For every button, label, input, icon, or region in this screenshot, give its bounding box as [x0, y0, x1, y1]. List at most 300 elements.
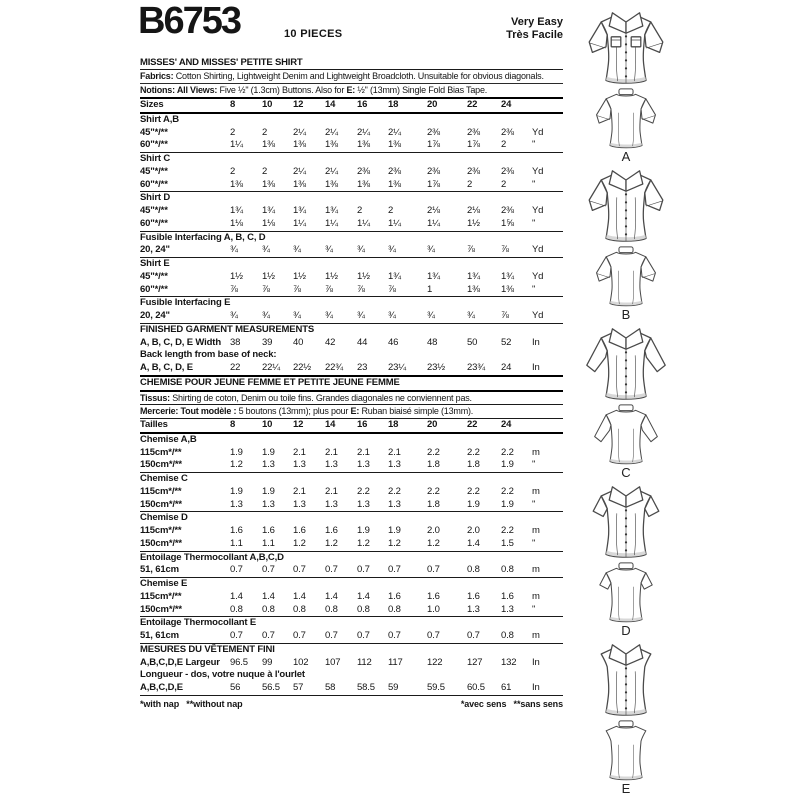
value-cell: 1.2: [293, 537, 306, 549]
value-cell: ⅞: [325, 283, 333, 295]
text-segment: Shirting de coton, Denim ou toile fins. Grandes diagonales ne conviennent pas.: [169, 392, 472, 403]
value-cell: 2.2: [501, 446, 514, 458]
value-cell: 1.3: [262, 498, 275, 510]
value-cell: 20: [427, 419, 438, 430]
value-cell: 58: [325, 682, 336, 693]
value-cell: 0.8: [467, 564, 480, 576]
value-cell: 2⅛: [467, 205, 480, 216]
value-cell: 2¼: [293, 165, 306, 177]
value-cell: 24: [501, 362, 512, 373]
value-cell: 1¼: [230, 139, 243, 151]
value-cell: 1.3: [388, 498, 401, 510]
value-cell: 122: [427, 656, 443, 668]
value-cell: 1.4: [262, 590, 275, 602]
value-cell: 2.2: [467, 485, 480, 497]
value-cell: 0.7: [293, 564, 306, 576]
unit-cell: ": [532, 459, 536, 471]
row-label: 115cm*/**: [140, 446, 182, 458]
value-cell: 2⅛: [427, 205, 440, 216]
value-cell: 1.3: [501, 603, 514, 615]
row-label: 45"*/**: [140, 205, 168, 216]
value-cell: ¾: [230, 310, 238, 321]
value-cell: 2: [501, 139, 507, 151]
row-label: 115cm*/**: [140, 485, 182, 497]
row-label: 115cm*/**: [140, 525, 182, 536]
value-cell: 0.7: [262, 564, 275, 576]
section-label: Fusible Interfacing E: [140, 297, 231, 309]
value-cell: 22: [230, 362, 241, 373]
value-cell: 2.0: [467, 525, 480, 536]
value-cell: 1½: [230, 270, 243, 282]
value-cell: 14: [325, 99, 336, 110]
row-label: 150cm*/**: [140, 537, 182, 549]
section-label: Longueur - dos, votre nuque à l'ourlet: [140, 669, 305, 681]
section-label: Chemise D: [140, 512, 188, 524]
value-cell: 1⅛: [230, 217, 243, 229]
section-label: Back length from base of neck:: [140, 349, 277, 361]
value-cell: 1.6: [230, 525, 243, 536]
value-cell: 1⅜: [388, 178, 401, 190]
value-cell: 23¼: [388, 362, 407, 373]
value-cell: 1¾: [427, 270, 440, 282]
row-label: 51, 61cm: [140, 564, 179, 576]
value-cell: 2: [388, 205, 394, 216]
value-cell: 1¾: [467, 270, 480, 282]
unit-cell: In: [532, 656, 540, 668]
value-cell: 2⅜: [501, 205, 514, 216]
shirt-front-illustration: [574, 322, 678, 402]
value-cell: 1: [427, 283, 433, 295]
view-label: B: [621, 307, 631, 322]
value-cell: 0.8: [388, 603, 401, 615]
value-cell: 2⅜: [357, 165, 370, 177]
value-cell: 1.2: [230, 459, 243, 471]
value-cell: 20: [427, 99, 438, 110]
text-segment: Ruban biaisé simple (13mm).: [359, 406, 474, 417]
value-cell: 1.3: [230, 498, 243, 510]
value-cell: 2¼: [293, 126, 306, 138]
value-cell: 1½: [357, 270, 370, 282]
value-cell: 1⅜: [357, 139, 370, 151]
value-cell: 22½: [293, 362, 312, 373]
value-cell: 1.8: [427, 459, 440, 471]
row-label: Sizes: [140, 99, 164, 110]
value-cell: 2.1: [293, 446, 306, 458]
value-cell: 1⅞: [427, 139, 440, 151]
view-c-block: [570, 322, 682, 480]
value-cell: 1.9: [230, 446, 243, 458]
difficulty-french: Très Facile: [506, 29, 563, 41]
value-cell: 1.3: [388, 459, 401, 471]
shirt-back-illustration: [577, 86, 675, 150]
value-cell: 1.3: [262, 459, 275, 471]
table-row: [140, 591, 563, 604]
value-cell: 1¾: [262, 205, 275, 216]
unit-cell: m: [532, 485, 540, 497]
value-cell: 1.3: [293, 459, 306, 471]
row-label: 115cm*/**: [140, 590, 182, 602]
value-cell: 117: [388, 656, 403, 668]
garment-view-illustrations: [570, 6, 682, 796]
value-cell: 1.6: [467, 590, 480, 602]
shirt-back-illustration: [577, 718, 675, 782]
value-cell: 50: [467, 336, 478, 348]
value-cell: 1⅜: [501, 283, 514, 295]
value-cell: 16: [357, 99, 368, 110]
unit-cell: Yd: [532, 310, 544, 321]
value-cell: 2.2: [467, 446, 480, 458]
value-cell: 0.7: [357, 630, 370, 641]
value-cell: 1.2: [388, 537, 401, 549]
view-b-block: [570, 164, 682, 322]
value-cell: ¾: [357, 310, 365, 321]
value-cell: 2⅜: [501, 165, 514, 177]
value-cell: 1¾: [388, 270, 401, 282]
value-cell: 22¾: [325, 362, 344, 373]
section-label: Chemise C: [140, 473, 188, 484]
table-section-row: [140, 231, 563, 245]
value-cell: 1.1: [262, 537, 275, 549]
value-cell: 1.3: [293, 498, 306, 510]
pattern-number: B6753: [138, 0, 240, 42]
value-cell: 99: [262, 656, 273, 668]
table-row: [140, 390, 563, 405]
table-row: [140, 657, 563, 670]
section-label: Entoilage Thermocollant A,B,C,D: [140, 551, 284, 563]
value-cell: 38: [230, 336, 241, 348]
value-cell: 0.7: [467, 630, 480, 641]
value-cell: 1.6: [262, 525, 275, 536]
table-section-row: [140, 152, 563, 166]
value-cell: 8: [230, 419, 236, 430]
value-cell: 1.9: [262, 485, 275, 497]
value-cell: 1.6: [388, 590, 401, 602]
value-cell: 1⅝: [501, 217, 514, 229]
value-cell: 102: [293, 656, 309, 668]
value-cell: 2: [262, 165, 268, 177]
value-cell: 1.2: [427, 537, 440, 549]
value-cell: 1.2: [357, 537, 370, 549]
table-section-row: [140, 296, 563, 310]
section-label: FINISHED GARMENT MEASUREMENTS: [140, 323, 315, 335]
shirt-front-illustration: [574, 638, 678, 718]
row-label: 60"*/**: [140, 217, 168, 229]
value-cell: 1.3: [325, 459, 338, 471]
table-row: [140, 447, 563, 460]
section-label: Shirt A,B: [140, 113, 179, 125]
unit-cell: m: [532, 525, 540, 536]
table-row: [140, 404, 563, 418]
unit-cell: ": [532, 217, 536, 229]
value-cell: ⅞: [467, 244, 475, 256]
value-cell: 23: [357, 362, 368, 373]
row-label: 60"*/**: [140, 139, 168, 151]
value-cell: 0.8: [230, 603, 243, 615]
value-cell: 1⅛: [262, 217, 275, 229]
value-cell: 1¼: [293, 217, 306, 229]
value-cell: 1½: [262, 270, 275, 282]
value-cell: 1.8: [427, 498, 440, 510]
table-row: [140, 179, 563, 192]
unit-cell: ": [532, 498, 536, 510]
table-row: [140, 205, 563, 218]
shirt-front-illustration: [574, 480, 678, 560]
value-cell: 2.2: [388, 485, 401, 497]
value-cell: 57: [293, 682, 304, 693]
value-cell: 1⅜: [262, 178, 275, 190]
value-cell: 2.0: [427, 525, 440, 536]
value-cell: 1.9: [501, 459, 514, 471]
table-row: [140, 525, 563, 538]
text-segment: 5 boutons (13mm); plus pour: [236, 406, 351, 417]
value-cell: 24: [501, 419, 512, 430]
unit-cell: In: [532, 682, 540, 693]
value-cell: ¾: [388, 310, 396, 321]
value-cell: 132: [501, 656, 517, 668]
value-cell: 44: [357, 336, 368, 348]
table-section-row: [140, 511, 563, 525]
table-row: [140, 244, 563, 257]
table-section-row: [140, 349, 563, 362]
table-section-row: [140, 643, 563, 657]
value-cell: 0.8: [262, 603, 275, 615]
value-cell: ¾: [293, 244, 301, 256]
value-cell: 14: [325, 419, 336, 430]
value-cell: 1.8: [467, 459, 480, 471]
view-label: C: [621, 465, 631, 480]
value-cell: 59: [388, 682, 399, 693]
value-cell: 1⅜: [325, 139, 338, 151]
section-label: Shirt D: [140, 192, 171, 204]
value-cell: 2⅜: [427, 165, 440, 177]
value-cell: 56.5: [262, 682, 280, 693]
text-segment: Notions: All Views:: [140, 85, 218, 95]
value-cell: 1.6: [325, 525, 338, 536]
table-row: [140, 538, 563, 551]
row-label: 45"*/**: [140, 165, 168, 177]
unit-cell: m: [532, 630, 540, 641]
table-row: [140, 139, 563, 152]
value-cell: ¾: [325, 310, 333, 321]
value-cell: 1⅞: [467, 139, 480, 151]
row-label: A, B, C, D, E: [140, 362, 193, 373]
table-row: [140, 284, 563, 297]
shirt-front-illustration: [574, 6, 678, 86]
mercerie-line: [140, 405, 563, 418]
value-cell: 1⅞: [427, 178, 440, 190]
text-segment: Fabrics:: [140, 71, 174, 81]
value-cell: 1¼: [427, 217, 440, 229]
tissus-line: [140, 392, 563, 405]
section-label: Fusible Interfacing A, B, C, D: [140, 231, 266, 243]
difficulty-english: Very Easy: [511, 16, 563, 28]
section-label: Chemise A,B: [140, 433, 197, 445]
view-label: A: [621, 149, 631, 164]
value-cell: 1.3: [357, 459, 370, 471]
unit-cell: Yd: [532, 165, 544, 177]
value-cell: 1.4: [293, 590, 306, 602]
value-cell: 1⅜: [467, 283, 480, 295]
table-row: [140, 418, 563, 432]
table-row: [140, 486, 563, 499]
value-cell: ⅞: [293, 283, 301, 295]
value-cell: 16: [357, 419, 368, 430]
value-cell: 46: [388, 336, 399, 348]
unit-cell: Yd: [532, 270, 544, 282]
table-row: [140, 682, 563, 695]
pattern-title: MISSES' AND MISSES' PETITE SHIRT: [140, 56, 563, 70]
value-cell: 59.5: [427, 682, 445, 693]
value-cell: 2¼: [357, 126, 370, 138]
value-cell: 1¾: [501, 270, 514, 282]
value-cell: ¾: [467, 310, 475, 321]
value-cell: 2.1: [357, 446, 370, 458]
unit-cell: ": [532, 603, 536, 615]
value-cell: 1.6: [501, 590, 514, 602]
row-label: Tailles: [140, 419, 168, 430]
value-cell: ⅞: [388, 283, 396, 295]
value-cell: 2.2: [427, 485, 440, 497]
shirt-back-illustration: [577, 244, 675, 308]
view-label: D: [621, 623, 631, 638]
row-label: 150cm*/**: [140, 459, 182, 471]
value-cell: 0.7: [388, 564, 401, 576]
value-cell: ¾: [357, 244, 365, 256]
view-d-block: [570, 480, 682, 638]
row-label: 45"*/**: [140, 126, 168, 138]
row-label: A,B,C,D,E Largeur: [140, 656, 220, 668]
value-cell: 61: [501, 682, 512, 693]
value-cell: 22¼: [262, 362, 281, 373]
value-cell: 2.1: [388, 446, 401, 458]
value-cell: ¾: [262, 244, 270, 256]
value-cell: 1½: [293, 270, 306, 282]
section-label: Chemise E: [140, 578, 188, 589]
value-cell: 42: [325, 336, 336, 348]
value-cell: 1¾: [230, 205, 243, 216]
value-cell: ¾: [427, 310, 435, 321]
value-cell: 1.1: [230, 537, 243, 549]
table-section-row: [140, 551, 563, 565]
value-cell: 1½: [467, 217, 480, 229]
value-cell: ⅞: [262, 283, 270, 295]
value-cell: 18: [388, 99, 399, 110]
value-cell: ⅞: [501, 244, 509, 256]
unit-cell: In: [532, 362, 540, 373]
value-cell: 10: [262, 99, 273, 110]
section-label: Shirt C: [140, 153, 171, 164]
view-label: E: [621, 781, 631, 796]
value-cell: 1.0: [427, 603, 440, 615]
value-cell: 1⅜: [293, 178, 306, 190]
table-section-row: [140, 323, 563, 337]
fabrics-line: [140, 70, 563, 84]
value-cell: ¾: [325, 244, 333, 256]
value-cell: 0.7: [325, 630, 338, 641]
shirt-back-illustration: [577, 560, 675, 624]
value-cell: 1.4: [230, 590, 243, 602]
value-cell: 1⅜: [230, 178, 243, 190]
value-cell: 1.3: [357, 498, 370, 510]
value-cell: 2¼: [325, 126, 338, 138]
masthead: [138, 0, 563, 56]
value-cell: 0.7: [427, 630, 440, 641]
value-cell: 22: [467, 419, 478, 430]
row-label: 150cm*/**: [140, 603, 182, 615]
value-cell: 1.4: [467, 537, 480, 549]
value-cell: 2: [230, 165, 236, 177]
shirt-front-illustration: [574, 164, 678, 244]
value-cell: ¾: [262, 310, 270, 321]
value-cell: 2: [230, 126, 236, 138]
value-cell: 2⅜: [427, 126, 440, 138]
value-cell: 2: [262, 126, 268, 138]
value-cell: ¾: [388, 244, 396, 256]
value-cell: 2.2: [357, 485, 370, 497]
value-cell: ⅞: [357, 283, 365, 295]
value-cell: 2.1: [293, 485, 306, 497]
value-cell: 1.9: [467, 498, 480, 510]
value-cell: 0.7: [427, 564, 440, 576]
row-label: 45"*/**: [140, 270, 168, 282]
value-cell: 1¾: [325, 205, 338, 216]
value-cell: 2⅜: [467, 165, 480, 177]
value-cell: 22: [467, 99, 478, 110]
value-cell: 0.7: [388, 630, 401, 641]
value-cell: 127: [467, 656, 483, 668]
row-label: 60"*/**: [140, 178, 168, 190]
unit-cell: ": [532, 139, 536, 151]
shirt-back-illustration: [577, 402, 675, 466]
table-row: [140, 97, 563, 112]
value-cell: 2.1: [325, 485, 338, 497]
value-cell: 1⅜: [357, 178, 370, 190]
text-segment: Tissus:: [140, 392, 170, 403]
row-label: A,B,C,D,E: [140, 682, 183, 693]
unit-cell: Yd: [532, 244, 544, 256]
value-cell: 1⅜: [325, 178, 338, 190]
unit-cell: In: [532, 336, 540, 348]
value-cell: 1⅜: [388, 139, 401, 151]
value-cell: 12: [293, 99, 304, 110]
value-cell: 2.2: [427, 446, 440, 458]
value-cell: 18: [388, 419, 399, 430]
text-segment: Five ½" (1.3cm) Buttons. Also for: [217, 85, 347, 95]
value-cell: 10: [262, 419, 273, 430]
table-row: [140, 604, 563, 617]
pattern-envelope-back: [138, 0, 563, 709]
value-cell: ¾: [230, 244, 238, 256]
value-cell: ¾: [293, 310, 301, 321]
table-row: [140, 166, 563, 179]
value-cell: 23½: [427, 362, 446, 373]
value-cell: 1¼: [325, 217, 338, 229]
value-cell: 2.2: [501, 525, 514, 536]
table-section-row: [140, 191, 563, 205]
value-cell: 2.1: [325, 446, 338, 458]
footnote-nap-english: *with nap **without nap: [140, 698, 243, 709]
value-cell: 0.8: [325, 603, 338, 615]
section-label: Entoilage Thermocollant E: [140, 617, 257, 629]
value-cell: 1¼: [388, 217, 401, 229]
value-cell: 2⅜: [501, 126, 514, 138]
row-label: 150cm*/**: [140, 498, 182, 510]
text-segment: E:: [346, 85, 356, 95]
section-label: MESURES DU VÊTEMENT FINI: [140, 643, 275, 655]
table-section-row: [140, 112, 563, 127]
value-cell: 2¼: [388, 126, 401, 138]
value-cell: 60.5: [467, 682, 485, 693]
